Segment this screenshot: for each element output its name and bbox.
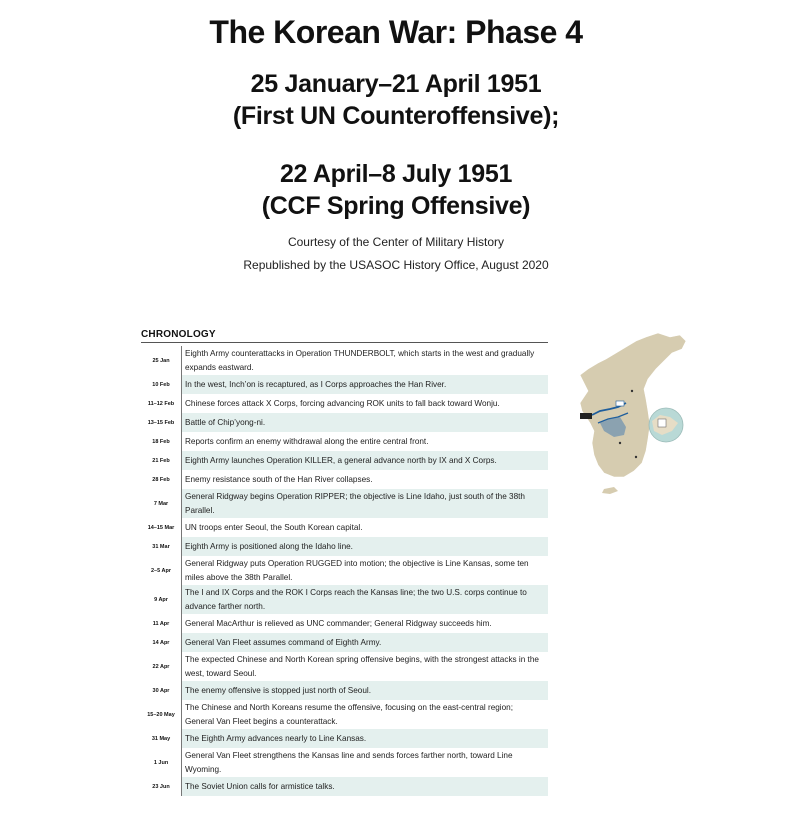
chronology-row xyxy=(141,518,548,537)
chronology-row xyxy=(141,700,548,729)
chronology-event: The expected Chinese and North Korean spring offensive begins, with the strongest attacks in the west, toward Seoul. xyxy=(185,654,539,678)
republished-line: Republished by the USASOC History Office, August 2020 xyxy=(243,258,549,272)
chronology-date: 14 Apr xyxy=(141,633,182,652)
chronology-event: General Van Fleet strengthens the Kansas line and sends forces farther north, toward Line Wyoming. xyxy=(185,750,513,774)
chronology-row xyxy=(141,681,548,700)
chronology-row xyxy=(141,729,548,748)
chronology-event: In the west, Inch’on is recaptured, as I Corps approaches the Han River. xyxy=(182,375,549,394)
chronology-row xyxy=(141,537,548,556)
chronology-row xyxy=(141,470,548,489)
chronology-event: The enemy offensive is stopped just north of Seoul. xyxy=(182,681,549,700)
chronology-date: 31 May xyxy=(141,729,182,748)
chronology-event: Eighth Army is positioned along the Idaho line. xyxy=(182,537,549,556)
subtitle-spring-offensive xyxy=(0,158,792,222)
chronology-event: Eighth Army counterattacks in Operation THUNDERBOLT, which starts in the west and gradually expands eastward. xyxy=(185,348,535,372)
chronology-row xyxy=(141,748,548,777)
subtitle-2-line-2: (CCF Spring Offensive) xyxy=(261,192,531,220)
city-marker xyxy=(631,390,633,392)
document-title: The Korean War: Phase 4 xyxy=(209,14,583,50)
chronology-event: UN troops enter Seoul, the South Korean capital. xyxy=(185,522,363,532)
chronology-event: The Eighth Army advances nearly to Line Kansas. xyxy=(182,729,549,748)
chronology-event: General Ridgway puts Operation RUGGED into motion; the objective is Line Kansas, some ten miles above the 38th Parallel. xyxy=(185,558,529,582)
city-marker-3 xyxy=(635,456,637,458)
chronology-row xyxy=(141,585,548,614)
chronology-date: 31 Mar xyxy=(141,537,182,556)
subtitle-2-line-1: 22 April–8 July 1951 xyxy=(279,160,513,188)
chronology-date: 15–20 May xyxy=(141,700,182,729)
chronology-event: The Soviet Union calls for armistice talks. xyxy=(182,777,549,796)
chronology-event: The Chinese and North Koreans resume the offensive, focusing on the east-central region; General Van Fleet begins a counterattack. xyxy=(185,702,513,726)
chronology-event: General Ridgway begins Operation RIPPER; the objective is Line Idaho, just south of the 38th Parallel. xyxy=(182,489,549,518)
chronology-table xyxy=(141,346,548,796)
chronology-row xyxy=(141,375,548,394)
korea-map xyxy=(574,331,689,496)
chronology-date: 10 Feb xyxy=(141,375,182,394)
inset-highlight xyxy=(658,419,666,427)
chronology-heading: CHRONOLOGY xyxy=(141,329,216,340)
chronology-date: 25 Jan xyxy=(141,346,182,375)
chronology-date: 14–15 Mar xyxy=(141,518,182,537)
chronology-row xyxy=(141,346,548,375)
chronology-date: 1 Jun xyxy=(141,748,182,777)
korea-landmass xyxy=(580,333,686,477)
chronology-date: 28 Feb xyxy=(141,470,182,489)
jeju-island xyxy=(602,487,618,494)
subtitle-1-line-1: 25 January–21 April 1951 xyxy=(250,70,542,98)
chronology-event: Chinese forces attack X Corps, forcing advancing ROK units to fall back toward Wonju. xyxy=(185,398,500,408)
label-box-2 xyxy=(616,401,624,406)
chronology-date: 7 Mar xyxy=(141,489,182,518)
chronology-date: 11 Apr xyxy=(141,614,182,633)
chronology-row xyxy=(141,394,548,413)
chronology-rule xyxy=(141,342,548,343)
chronology-row xyxy=(141,777,548,796)
chronology-row xyxy=(141,432,548,451)
chronology-date: 30 Apr xyxy=(141,681,182,700)
chronology-date: 22 Apr xyxy=(141,652,182,681)
chronology-date: 18 Feb xyxy=(141,432,182,451)
chronology-row xyxy=(141,614,548,633)
chronology-event: The I and IX Corps and the ROK I Corps reach the Kansas line; the two U.S. corps continue to advance farther north. xyxy=(182,585,549,614)
chronology-row xyxy=(141,556,548,585)
chronology-row xyxy=(141,489,548,518)
chronology-event: Reports confirm an enemy withdrawal along the entire central front. xyxy=(185,436,429,446)
chronology-row xyxy=(141,413,548,432)
chronology-event: Eighth Army launches Operation KILLER, a general advance north by IX and X Corps. xyxy=(182,451,549,470)
chronology-event: General MacArthur is relieved as UNC commander; General Ridgway succeeds him. xyxy=(185,618,492,628)
chronology-event: Enemy resistance south of the Han River collapses. xyxy=(185,474,373,484)
credit-line: Courtesy of the Center of Military History xyxy=(287,235,505,249)
city-marker-2 xyxy=(619,442,621,444)
chronology-row xyxy=(141,633,548,652)
chronology-date: 23 Jun xyxy=(141,777,182,796)
chronology-row xyxy=(141,652,548,681)
chronology-date: 21 Feb xyxy=(141,451,182,470)
subtitle-first-counteroffensive xyxy=(0,68,792,132)
chronology-date: 11–12 Feb xyxy=(141,394,182,413)
subtitle-1-line-2: (First UN Counteroffensive); xyxy=(232,102,560,130)
chronology-date: 13–15 Feb xyxy=(141,413,182,432)
chronology-date: 9 Apr xyxy=(141,585,182,614)
chronology-event: Battle of Chip’yong-ni. xyxy=(182,413,549,432)
chronology-body xyxy=(141,346,548,796)
chronology-row xyxy=(141,451,548,470)
label-box xyxy=(580,413,592,419)
chronology-event: General Van Fleet assumes command of Eighth Army. xyxy=(182,633,549,652)
chronology-date: 2–5 Apr xyxy=(141,556,182,585)
